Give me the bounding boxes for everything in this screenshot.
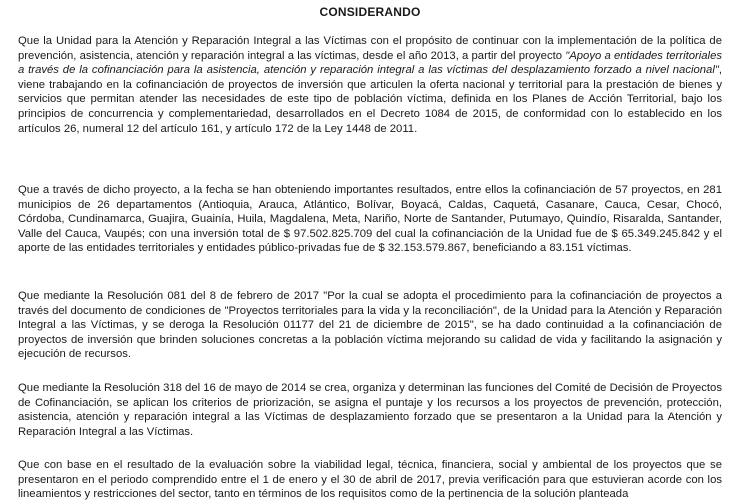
- section-heading: CONSIDERANDO: [319, 5, 421, 19]
- paragraph-4: Que mediante la Resolución 318 del 16 de mayo de 2014 se crea, organiza y determinan las funciones del Comité de Decisión de Proyectos de Cofinanciación, se aplican los criterios de priorización, se asigna el puntaje y los recursos a los proyectos de prevención, protección, asistencia, atención y reparación integral a las Víctimas de desplazamiento forzado que se presentaron a la Unidad para la Atención y Reparación Integral a las Víctimas.: [18, 382, 722, 438]
- paragraph-1-project-title: "Apoyo a entidades territoriales a través de la cofinanciación para la asistencia, atención y reparación integral a las víctimas del desplazamiento forzado a nivel nacional": [18, 49, 723, 77]
- paragraph-2: Que a través de dicho proyecto, a la fecha se han obteniendo importantes resultados, entre ellos la cofinanciación de 57 proyectos, en 281 municipios de 26 departamentos (Antioquia, Arauca, Atlántico, Bolívar, Boyacá, Caldas, Caquetá, Casanare, Cauca, Cesar, Chocó, Córdoba, Cundinamarca, Guajira, Guainía, Huila, Magdalena, Meta, Nariño, Norte de Santander, Putumayo, Quindío, Risaralda, Santander, Valle del Cauca, Vaupés; con una inversión total de $ 97.502.825.709 del cual la cofinanciación de la Unidad fue de $ 65.349.245.842 y el aporte de las entidades territoriales y entidades público-privadas fue de $ 32.153.579.867, beneficiando a 83.151 víctimas.: [18, 184, 722, 255]
- paragraph-3: Que mediante la Resolución 081 del 8 de febrero de 2017 "Por la cual se adopta el procedimiento para la cofinanciación de proyectos a través del documento de condiciones de "Proyectos territoriales para la vida y la reconciliación", de la Unidad para la Atención y Reparación Integral a las Víctimas, y se deroga la Resolución 01177 del 21 de diciembre de 2015", se ha dado continuidad a la cofinanciación de proyectos de inversión que brinden soluciones concretas a la población víctima mejorando su calidad de vida y facilitando la asignación y ejecución de recursos.: [18, 290, 722, 361]
- paragraph-5: Que con base en el resultado de la evaluación sobre la viabilidad legal, técnica, financiera, social y ambiental de los proyectos que se presentaron en el periodo comprendido entre el 1 de enero y el 30 de abril de 2017, previa verificación para que estuvieran acorde con los lineamientos y restricciones del sector, tanto en términos de los requisitos como de la pertinencia de la solución planteada: [18, 459, 722, 501]
- paragraph-1: [18, 34, 722, 136]
- paragraph-1-text-a: Que la Unidad para la Atención y Reparación Integral a las Víctimas con el propósito de continuar con la implementación de la política de prevención, asistencia, atención y reparación integral a las víctimas, desde el año 2013, a partir del proyecto: [18, 35, 722, 62]
- paragraph-1-text-b: , viene trabajando en la cofinanciación de proyectos de inversión que articulen la oferta nacional y territorial para la prestación de bienes y servicios que permitan atender las necesidades de este tipo de población víctima, definida en los Planes de Acción Territorial, bajo los principios de concurrencia y complementariedad, desarrollados en el Decreto 1084 de 2015, de conformidad con lo establecido en los artículos 26, numeral 12 del artículo 161, y artículo 172 de la Ley 1448 de 2011.: [18, 64, 722, 135]
